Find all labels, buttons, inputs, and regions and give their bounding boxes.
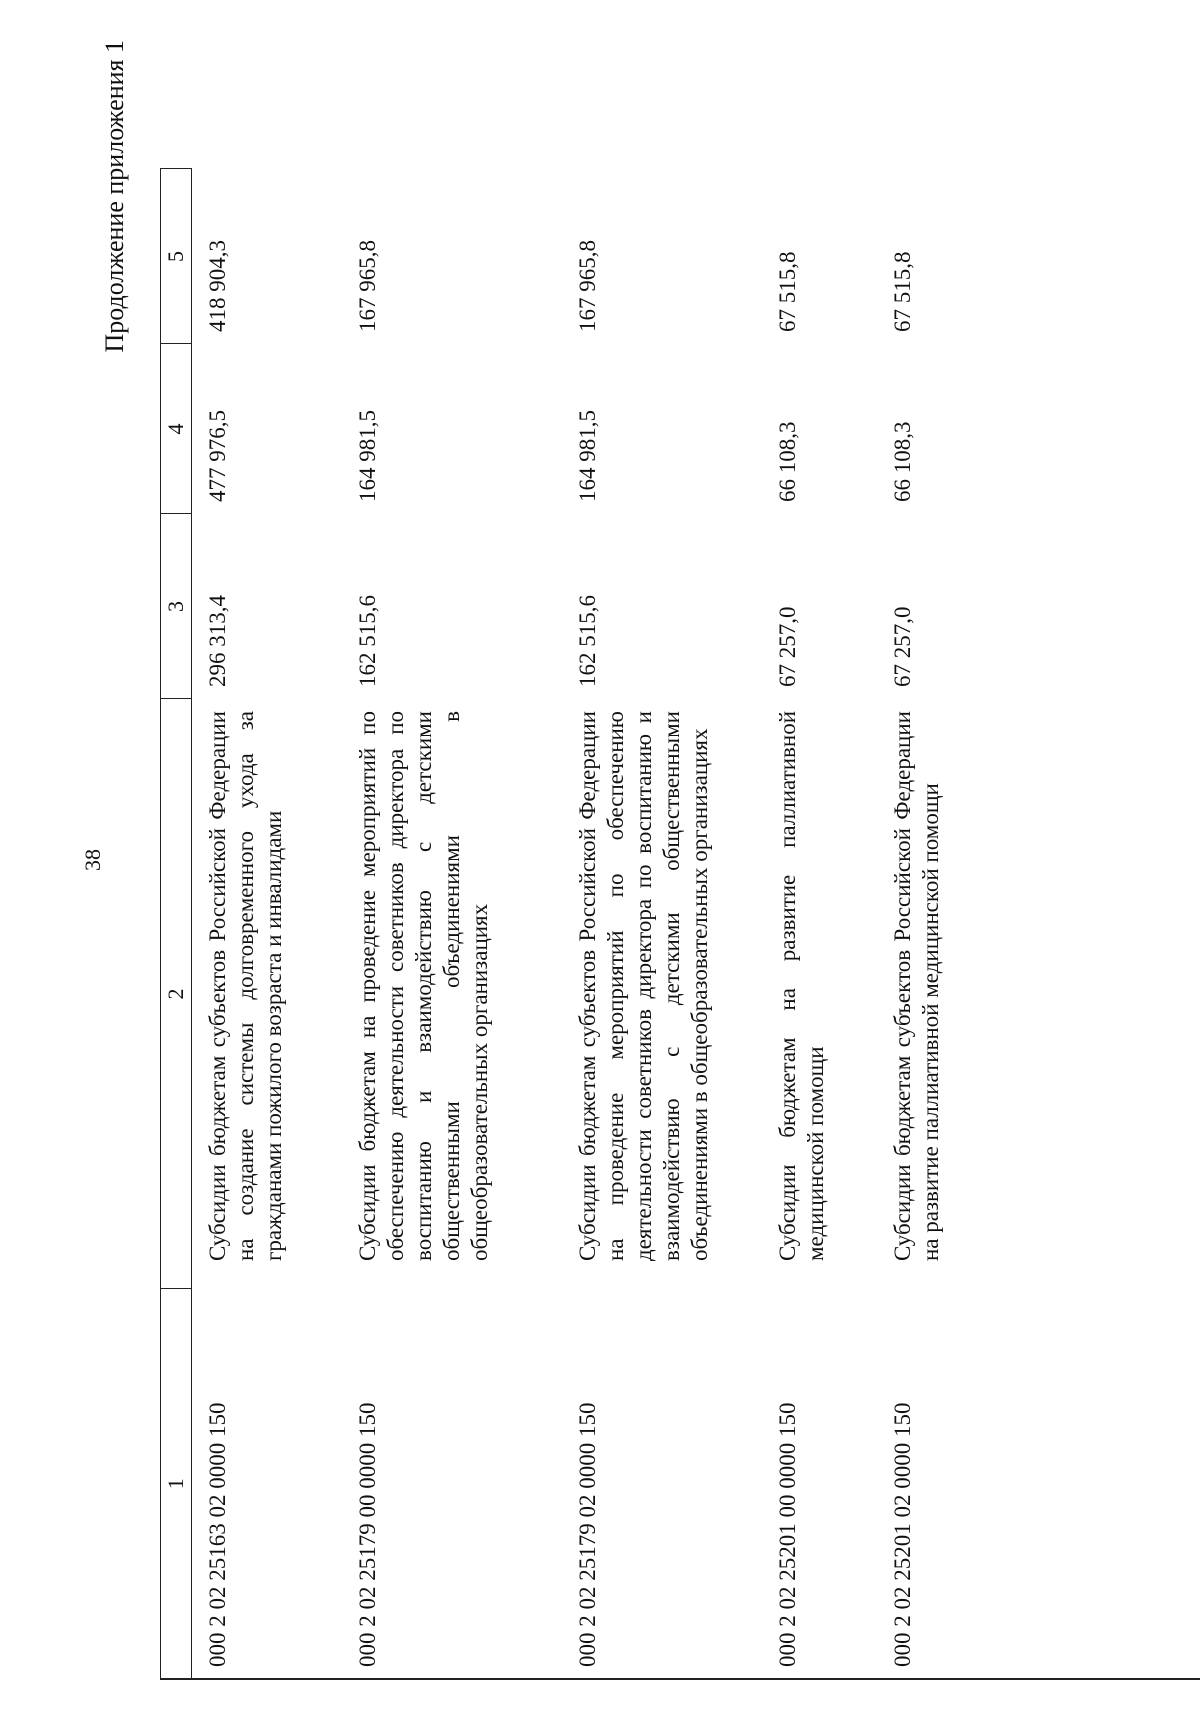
value-col-4: 66 108,3 <box>889 421 915 502</box>
column-header-2: 2 <box>161 699 192 1289</box>
value-col-5: 67 515,8 <box>889 251 915 332</box>
continuation-heading: Продолжение приложения 1 <box>100 40 129 353</box>
budget-code: 000 2 02 25201 02 0000 150 <box>889 1402 915 1667</box>
table-row <box>762 169 877 1679</box>
row-description: Субсидии бюджетам на развитие паллиативной медицинской помощи <box>774 711 828 1261</box>
budget-code: 000 2 02 25179 00 0000 150 <box>354 1402 380 1667</box>
value-col-3: 296 313,4 <box>205 595 230 687</box>
budget-code: 000 2 02 25179 02 0000 150 <box>574 1402 600 1667</box>
value-col-3: 67 257,0 <box>774 606 800 687</box>
column-header-1: 1 <box>161 1289 192 1679</box>
value-col-3: 162 515,6 <box>574 595 600 687</box>
row-description: Субсидии бюджетам субъектов Российской Федерации на проведение мероприятий по обеспечению деятельности советников директора по воспитанию и взаимодействию с детскими общественными объединениями в общеобразовательных организациях <box>574 711 712 1261</box>
value-col-4: 66 108,3 <box>774 421 800 502</box>
budget-code: 000 2 02 25163 02 0000 150 <box>205 1402 230 1667</box>
table-row <box>342 169 562 1679</box>
value-col-5: 167 965,8 <box>574 240 600 332</box>
value-col-3: 162 515,6 <box>354 595 380 687</box>
value-col-4: 164 981,5 <box>574 410 600 502</box>
table-row <box>877 169 997 1679</box>
row-description: Субсидии бюджетам субъектов Российской Федерации на развитие паллиативной медицинской помощи <box>889 711 943 1261</box>
row-description: Субсидии бюджетам субъектов Российской Федерации на создание системы долговременного ухода за гражданами пожилого возраста и инвалидами <box>205 711 286 1261</box>
table-row <box>192 169 342 1679</box>
column-header-3: 3 <box>161 514 192 699</box>
column-header-4: 4 <box>161 344 192 514</box>
budget-code: 000 2 02 25201 00 0000 150 <box>774 1402 800 1667</box>
page-number: 38 <box>80 849 105 871</box>
row-description: Субсидии бюджетам на проведение мероприятий по обеспечению деятельности советников директора по воспитанию и взаимодействию с детскими общественными объединениями в общеобразовательных организациях <box>354 711 492 1261</box>
value-col-4: 164 981,5 <box>354 410 380 502</box>
table-header-row <box>161 169 192 1679</box>
value-col-3: 67 257,0 <box>889 606 915 687</box>
column-header-5: 5 <box>161 169 192 344</box>
value-col-4: 477 976,5 <box>205 410 230 502</box>
value-col-5: 67 515,8 <box>774 251 800 332</box>
table-row <box>562 169 762 1679</box>
value-col-5: 418 904,3 <box>205 240 230 332</box>
appendix-table <box>160 169 997 1681</box>
value-col-5: 167 965,8 <box>354 240 380 332</box>
